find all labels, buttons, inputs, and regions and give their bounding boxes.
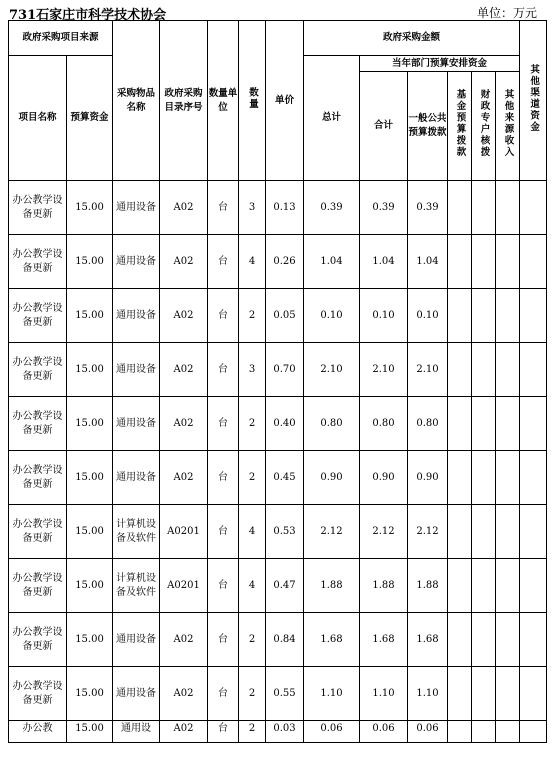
header-item-name: 采购物品名称: [113, 21, 160, 181]
total-cell: 0.39: [304, 181, 360, 235]
catalog-cell: A02: [160, 667, 208, 721]
fund-budget-cell: [448, 559, 472, 613]
qty-unit-cell: 台: [208, 613, 239, 667]
unit-price-cell: 0.13: [266, 181, 304, 235]
fund-budget-cell: [448, 451, 472, 505]
header-catalog-no: 政府采购目录序号: [160, 21, 208, 181]
qty-unit-cell: 台: [208, 289, 239, 343]
qty-unit-cell: 台: [208, 235, 239, 289]
quantity-cell: 2: [239, 289, 266, 343]
item-name-cell: 通用设备: [113, 235, 160, 289]
budget-cell: 15.00: [67, 343, 113, 397]
fiscal-special-cell: [472, 613, 496, 667]
budget-cell: 15.00: [67, 289, 113, 343]
header-row-1: [9, 21, 547, 56]
qty-unit-cell: 台: [208, 667, 239, 721]
unit-price-cell: 0.03: [266, 721, 304, 743]
other-income-cell: [496, 505, 520, 559]
quantity-cell: 2: [239, 451, 266, 505]
item-name-cell: 通用设备: [113, 343, 160, 397]
subtotal-cell: 1.68: [360, 613, 408, 667]
total-cell: 1.88: [304, 559, 360, 613]
total-cell: 1.68: [304, 613, 360, 667]
other-channel-cell: [520, 451, 547, 505]
item-name-cell: 通用设备: [113, 451, 160, 505]
quantity-cell: 2: [239, 613, 266, 667]
fund-budget-cell: [448, 505, 472, 559]
project-name-cell: 办公教学设备更新: [9, 343, 67, 397]
unit-price-cell: 0.45: [266, 451, 304, 505]
catalog-cell: A02: [160, 397, 208, 451]
unit-price-cell: 0.70: [266, 343, 304, 397]
item-name-cell: 通用设备: [113, 397, 160, 451]
catalog-cell: A0201: [160, 505, 208, 559]
other-channel-cell: [520, 397, 547, 451]
budget-cell: 15.00: [67, 505, 113, 559]
subtotal-cell: 0.90: [360, 451, 408, 505]
quantity-cell: 4: [239, 235, 266, 289]
fund-budget-cell: [448, 289, 472, 343]
fund-budget-cell: [448, 613, 472, 667]
header-qty-unit: 数量单位: [208, 21, 239, 181]
project-name-cell: 办公教学设备更新: [9, 613, 67, 667]
unit-price-cell: 0.55: [266, 667, 304, 721]
other-channel-cell: [520, 613, 547, 667]
project-name-cell: 办公教学设备更新: [9, 667, 67, 721]
qty-unit-cell: 台: [208, 505, 239, 559]
other-income-cell: [496, 235, 520, 289]
other-channel-cell: [520, 343, 547, 397]
header-other-channel: 其他渠道资金: [520, 21, 547, 181]
budget-cell: 15.00: [67, 181, 113, 235]
header-other-income: 其他来源收入: [496, 72, 520, 181]
quantity-cell: 3: [239, 343, 266, 397]
unit-price-cell: 0.53: [266, 505, 304, 559]
fund-budget-cell: [448, 181, 472, 235]
quantity-cell: 2: [239, 667, 266, 721]
other-income-cell: [496, 343, 520, 397]
item-name-cell: 通用设备: [113, 667, 160, 721]
catalog-cell: A02: [160, 613, 208, 667]
catalog-cell: A02: [160, 451, 208, 505]
fund-budget-cell: [448, 397, 472, 451]
unit-label: 单位：万元: [476, 6, 537, 20]
item-name-cell: 通用设备: [113, 613, 160, 667]
other-channel-cell: [520, 667, 547, 721]
catalog-cell: A02: [160, 721, 208, 743]
other-income-cell: [496, 667, 520, 721]
table-row: [9, 397, 547, 451]
header-fiscal-special: 财政专户核拨: [472, 72, 496, 181]
fiscal-special-cell: [472, 451, 496, 505]
header-source-group: 政府采购项目来源: [9, 21, 113, 56]
qty-unit-cell: 台: [208, 343, 239, 397]
subtotal-cell: 0.80: [360, 397, 408, 451]
table-row: [9, 613, 547, 667]
header-total: 总计: [304, 56, 360, 181]
item-name-cell: 通用设: [113, 721, 160, 743]
header-quantity: 数量: [239, 21, 266, 181]
unit-price-cell: 0.84: [266, 613, 304, 667]
other-income-cell: [496, 559, 520, 613]
other-channel-cell: [520, 181, 547, 235]
general-budget-cell: 0.39: [408, 181, 448, 235]
budget-cell: 15.00: [67, 235, 113, 289]
subtotal-cell: 2.12: [360, 505, 408, 559]
catalog-cell: A02: [160, 181, 208, 235]
item-name-cell: 计算机设备及软件: [113, 559, 160, 613]
fiscal-special-cell: [472, 721, 496, 743]
budget-cell: 15.00: [67, 613, 113, 667]
page-title: 731石家庄市科学技术协会: [9, 8, 167, 23]
fiscal-special-cell: [472, 397, 496, 451]
quantity-cell: 4: [239, 559, 266, 613]
general-budget-cell: 0.90: [408, 451, 448, 505]
general-budget-cell: 0.80: [408, 397, 448, 451]
quantity-cell: 4: [239, 505, 266, 559]
total-cell: 0.80: [304, 397, 360, 451]
header-amount-group: 政府采购金额: [304, 21, 520, 56]
fund-budget-cell: [448, 721, 472, 743]
header-general-budget: 一般公共预算拨款: [408, 72, 448, 181]
header-current-year-group: 当年部门预算安排资金: [360, 56, 520, 72]
budget-cell: 15.00: [67, 559, 113, 613]
qty-unit-cell: 台: [208, 451, 239, 505]
table-row: [9, 343, 547, 397]
general-budget-cell: 1.68: [408, 613, 448, 667]
quantity-cell: 2: [239, 397, 266, 451]
catalog-cell: A02: [160, 235, 208, 289]
fiscal-special-cell: [472, 505, 496, 559]
other-income-cell: [496, 181, 520, 235]
header-subtotal: 合计: [360, 72, 408, 181]
project-name-cell: 办公教学设备更新: [9, 397, 67, 451]
total-cell: 0.10: [304, 289, 360, 343]
total-cell: 0.06: [304, 721, 360, 743]
unit-price-cell: 0.40: [266, 397, 304, 451]
qty-unit-cell: 台: [208, 181, 239, 235]
item-name-cell: 通用设备: [113, 289, 160, 343]
fiscal-special-cell: [472, 181, 496, 235]
total-cell: 0.90: [304, 451, 360, 505]
procurement-table: [8, 20, 547, 743]
table-row: [9, 721, 547, 743]
general-budget-cell: 0.06: [408, 721, 448, 743]
fund-budget-cell: [448, 235, 472, 289]
catalog-cell: A02: [160, 343, 208, 397]
table-row: [9, 235, 547, 289]
general-budget-cell: 1.10: [408, 667, 448, 721]
project-name-cell: 办公教: [9, 721, 67, 743]
header-project-name: 项目名称: [9, 56, 67, 181]
budget-cell: 15.00: [67, 397, 113, 451]
other-channel-cell: [520, 289, 547, 343]
general-budget-cell: 1.04: [408, 235, 448, 289]
project-name-cell: 办公教学设备更新: [9, 505, 67, 559]
quantity-cell: 3: [239, 181, 266, 235]
general-budget-cell: 2.12: [408, 505, 448, 559]
budget-cell: 15.00: [67, 667, 113, 721]
subtotal-cell: 1.10: [360, 667, 408, 721]
total-cell: 1.10: [304, 667, 360, 721]
subtotal-cell: 1.88: [360, 559, 408, 613]
subtotal-cell: 0.10: [360, 289, 408, 343]
fiscal-special-cell: [472, 559, 496, 613]
catalog-cell: A02: [160, 289, 208, 343]
other-income-cell: [496, 451, 520, 505]
other-channel-cell: [520, 721, 547, 743]
subtotal-cell: 2.10: [360, 343, 408, 397]
subtotal-cell: 0.06: [360, 721, 408, 743]
table-row: [9, 505, 547, 559]
total-cell: 2.10: [304, 343, 360, 397]
project-name-cell: 办公教学设备更新: [9, 235, 67, 289]
subtotal-cell: 0.39: [360, 181, 408, 235]
fund-budget-cell: [448, 343, 472, 397]
total-cell: 2.12: [304, 505, 360, 559]
catalog-cell: A0201: [160, 559, 208, 613]
qty-unit-cell: 台: [208, 397, 239, 451]
other-income-cell: [496, 289, 520, 343]
fiscal-special-cell: [472, 667, 496, 721]
fiscal-special-cell: [472, 289, 496, 343]
other-income-cell: [496, 613, 520, 667]
project-name-cell: 办公教学设备更新: [9, 451, 67, 505]
general-budget-cell: 0.10: [408, 289, 448, 343]
header-budget-funds: 预算资金: [67, 56, 113, 181]
quantity-cell: 2: [239, 721, 266, 743]
budget-cell: 15.00: [67, 721, 113, 743]
other-channel-cell: [520, 559, 547, 613]
other-channel-cell: [520, 505, 547, 559]
unit-price-cell: 0.26: [266, 235, 304, 289]
fiscal-special-cell: [472, 235, 496, 289]
item-name-cell: 计算机设备及软件: [113, 505, 160, 559]
qty-unit-cell: 台: [208, 559, 239, 613]
subtotal-cell: 1.04: [360, 235, 408, 289]
table-row: [9, 181, 547, 235]
qty-unit-cell: 台: [208, 721, 239, 743]
header-fund-budget: 基金预算拨款: [448, 72, 472, 181]
project-name-cell: 办公教学设备更新: [9, 289, 67, 343]
header-unit-price: 单价: [266, 21, 304, 181]
general-budget-cell: 1.88: [408, 559, 448, 613]
fund-budget-cell: [448, 667, 472, 721]
table-row: [9, 289, 547, 343]
other-income-cell: [496, 721, 520, 743]
item-name-cell: 通用设备: [113, 181, 160, 235]
project-name-cell: 办公教学设备更新: [9, 181, 67, 235]
project-name-cell: 办公教学设备更新: [9, 559, 67, 613]
unit-price-cell: 0.47: [266, 559, 304, 613]
other-channel-cell: [520, 235, 547, 289]
budget-cell: 15.00: [67, 451, 113, 505]
total-cell: 1.04: [304, 235, 360, 289]
other-income-cell: [496, 397, 520, 451]
fiscal-special-cell: [472, 343, 496, 397]
general-budget-cell: 2.10: [408, 343, 448, 397]
table-row: [9, 451, 547, 505]
table-row: [9, 559, 547, 613]
unit-price-cell: 0.05: [266, 289, 304, 343]
table-row: [9, 667, 547, 721]
